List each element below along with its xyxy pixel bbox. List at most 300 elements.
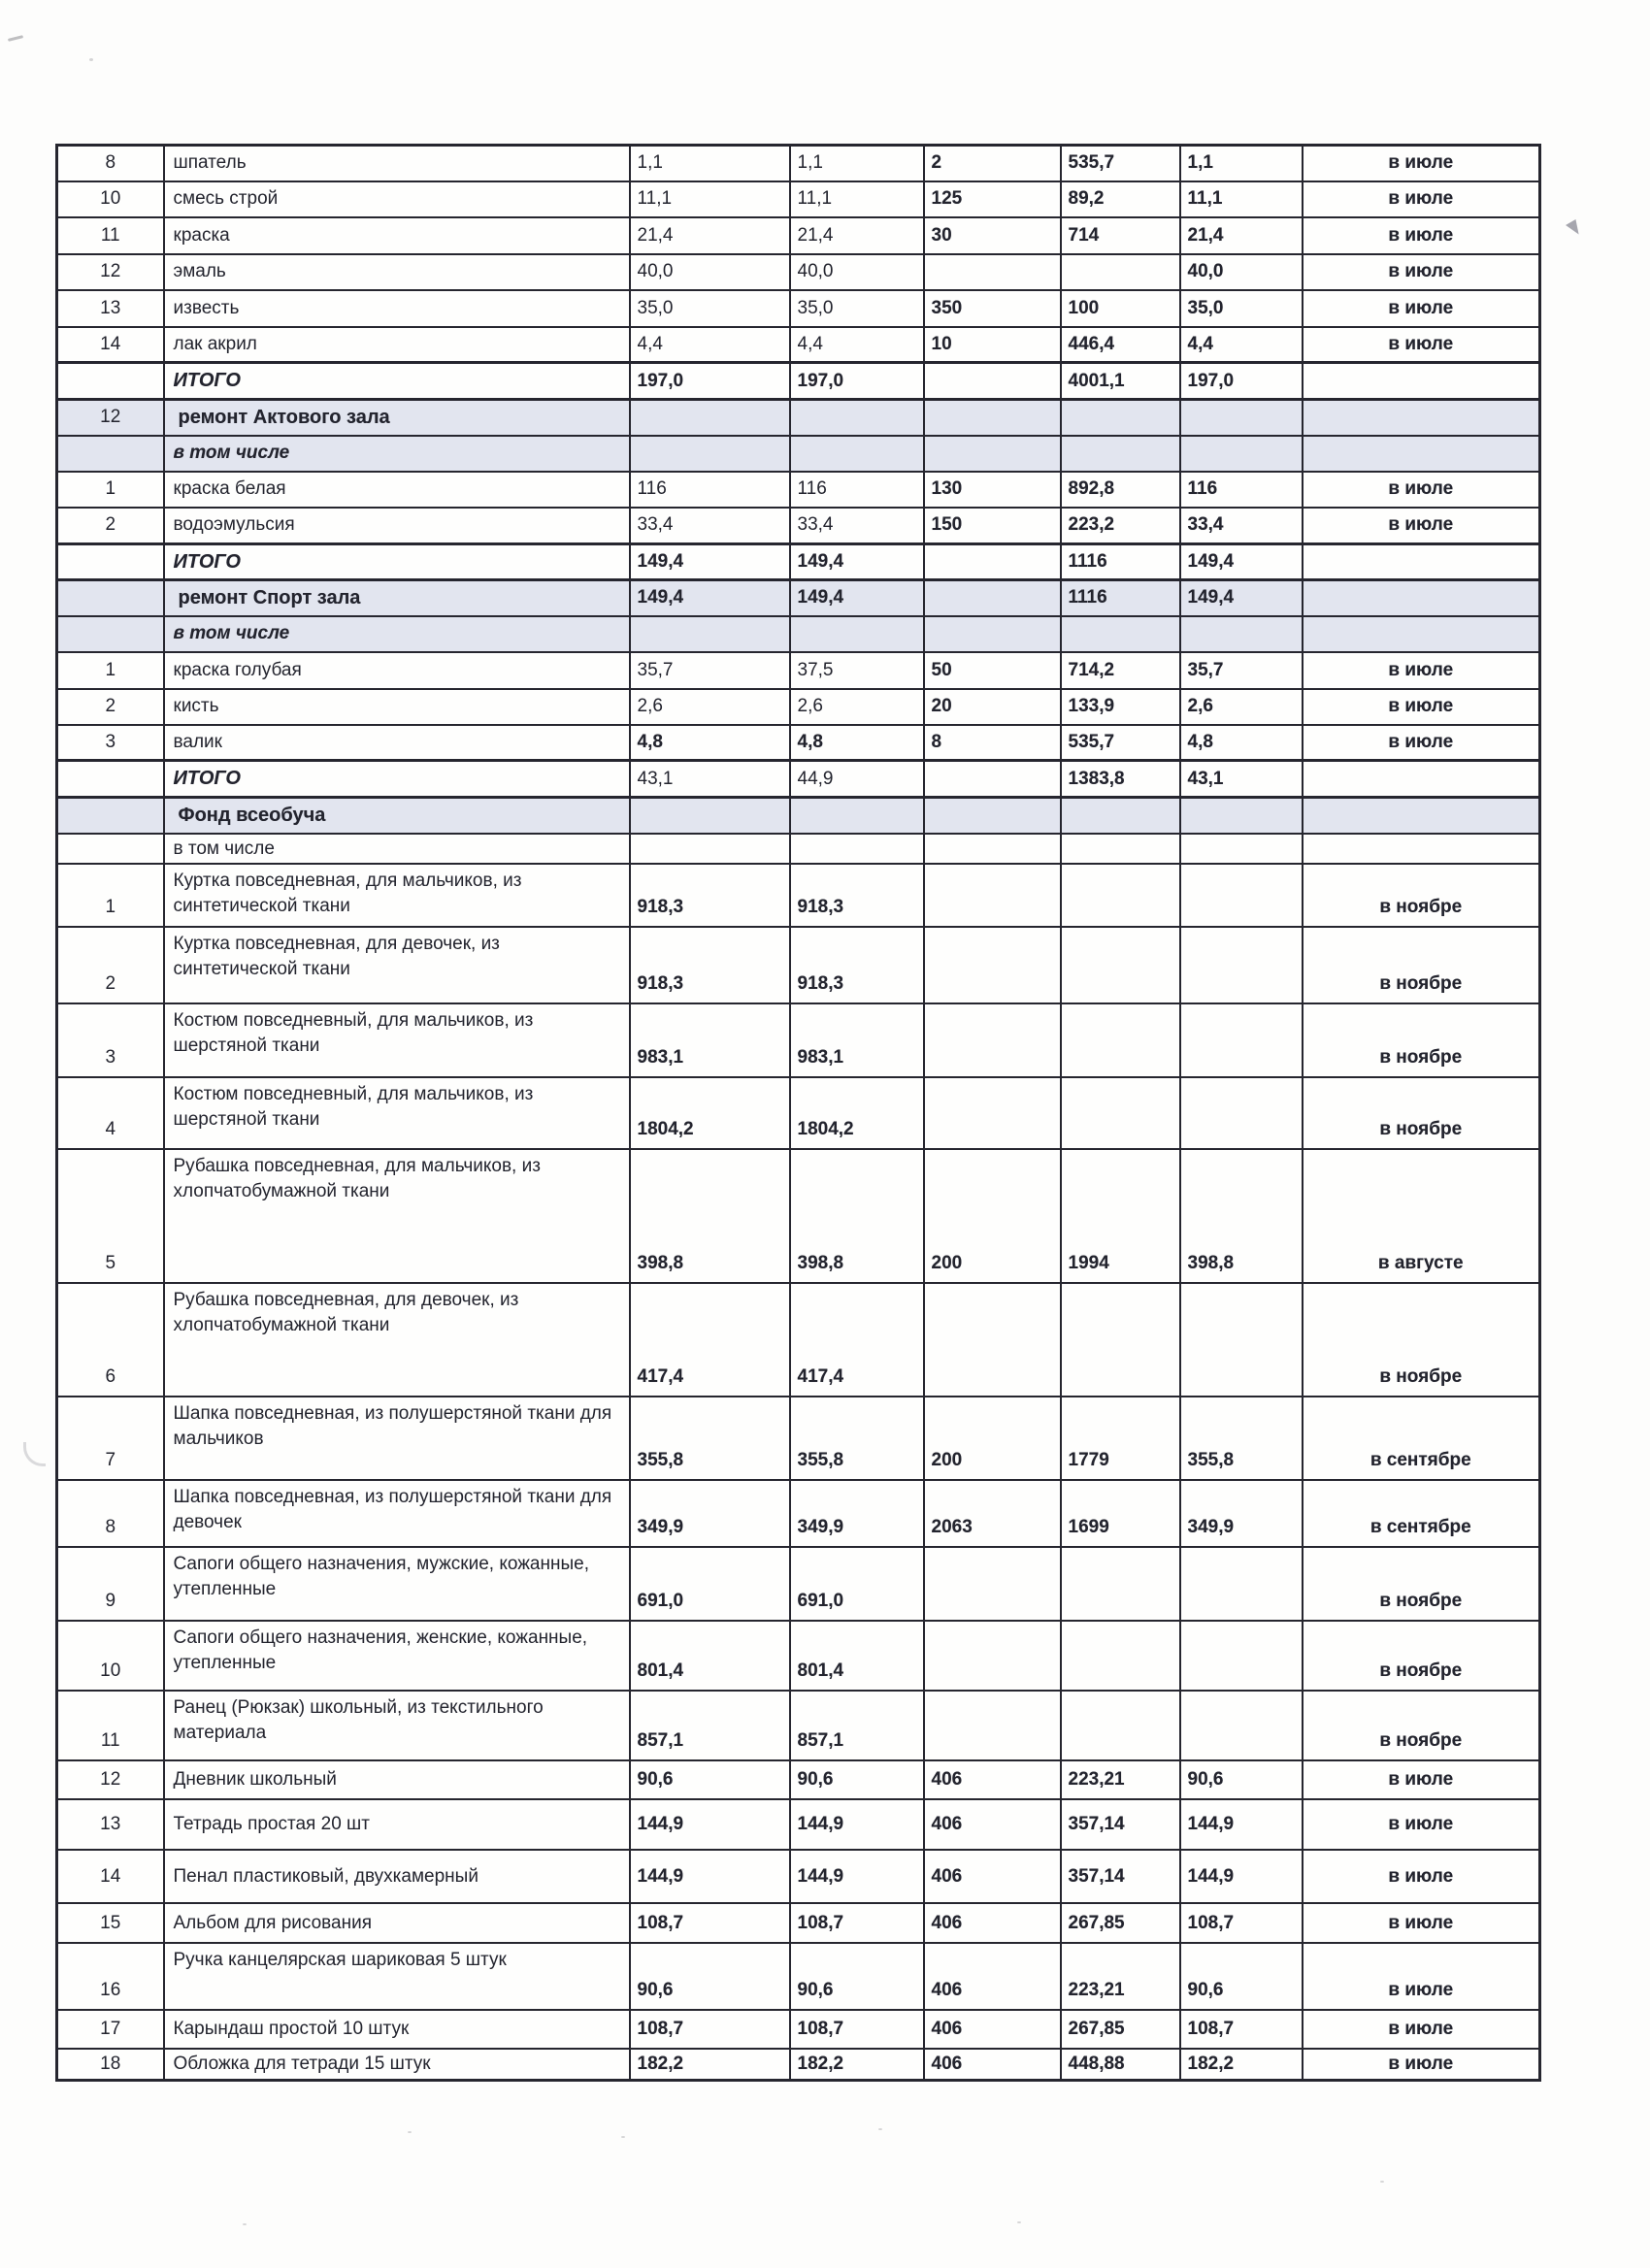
col6-value-cell: 223,21 — [1061, 1943, 1180, 2010]
col5-value-cell: 350 — [924, 290, 1061, 327]
table-row — [57, 1397, 1540, 1480]
table-row — [57, 1003, 1540, 1077]
item-name-cell: ИТОГО — [164, 363, 630, 400]
row-number-cell — [57, 580, 164, 616]
col4-value-cell: 144,9 — [790, 1850, 924, 1903]
col7-value-cell: 33,4 — [1180, 508, 1303, 544]
row-number-cell: 15 — [57, 1903, 164, 1943]
col5-value-cell: 150 — [924, 508, 1061, 544]
col4-value-cell: 11,1 — [790, 181, 924, 217]
col5-value-cell — [924, 761, 1061, 798]
col6-value-cell: 4001,1 — [1061, 363, 1180, 400]
col6-value-cell: 1994 — [1061, 1149, 1180, 1283]
col5-value-cell — [924, 1077, 1061, 1149]
month-cell: в июле — [1303, 181, 1540, 217]
col4-value-cell: 182,2 — [790, 2049, 924, 2080]
col5-value-cell — [924, 363, 1061, 400]
section-row — [57, 400, 1540, 436]
month-cell — [1303, 761, 1540, 798]
col5-value-cell: 2 — [924, 146, 1061, 181]
month-cell: в июле — [1303, 652, 1540, 689]
col4-value-cell: 857,1 — [790, 1691, 924, 1760]
sub2-row — [57, 834, 1540, 865]
col5-value-cell — [924, 798, 1061, 834]
row-number-cell: 5 — [57, 1149, 164, 1283]
col3-value-cell: 21,4 — [630, 217, 790, 254]
col7-value-cell: 349,9 — [1180, 1480, 1303, 1547]
month-cell: в июле — [1303, 254, 1540, 290]
col4-value-cell: 144,9 — [790, 1799, 924, 1850]
col6-value-cell: 892,8 — [1061, 472, 1180, 508]
table-row — [57, 181, 1540, 217]
row-number-cell: 7 — [57, 1397, 164, 1480]
row-number-cell — [57, 798, 164, 834]
col3-value-cell: 108,7 — [630, 1903, 790, 1943]
col4-value-cell: 2,6 — [790, 689, 924, 725]
col5-value-cell — [924, 616, 1061, 652]
col4-value-cell: 4,8 — [790, 725, 924, 761]
item-name-cell: шпатель — [164, 146, 630, 181]
col6-value-cell: 535,7 — [1061, 725, 1180, 761]
col7-value-cell — [1180, 616, 1303, 652]
table-row — [57, 927, 1540, 1003]
col5-value-cell — [924, 927, 1061, 1003]
col6-value-cell — [1061, 400, 1180, 436]
col7-value-cell: 1,1 — [1180, 146, 1303, 181]
item-name-cell: известь — [164, 290, 630, 327]
col7-value-cell: 90,6 — [1180, 1943, 1303, 2010]
table-row — [57, 1760, 1540, 1799]
col6-value-cell: 1699 — [1061, 1480, 1180, 1547]
scan-artifact-dot — [89, 58, 93, 61]
col7-value-cell: 108,7 — [1180, 1903, 1303, 1943]
scan-artifact-speck — [1380, 2181, 1384, 2183]
col5-value-cell — [924, 400, 1061, 436]
table-row — [57, 472, 1540, 508]
month-cell: в ноябре — [1303, 864, 1540, 927]
col7-value-cell: 398,8 — [1180, 1149, 1303, 1283]
row-number-cell: 14 — [57, 327, 164, 363]
col7-value-cell: 355,8 — [1180, 1397, 1303, 1480]
row-number-cell — [57, 436, 164, 472]
col5-value-cell: 406 — [924, 1943, 1061, 2010]
col3-value-cell: 983,1 — [630, 1003, 790, 1077]
table-row — [57, 2049, 1540, 2080]
col3-value-cell — [630, 834, 790, 865]
col5-value-cell — [924, 1003, 1061, 1077]
item-name-cell: Куртка повседневная, для мальчиков, из синтетической ткани — [164, 864, 630, 927]
month-cell: в ноябре — [1303, 1003, 1540, 1077]
month-cell: в июле — [1303, 1903, 1540, 1943]
col7-value-cell: 2,6 — [1180, 689, 1303, 725]
col7-value-cell: 144,9 — [1180, 1799, 1303, 1850]
item-name-cell: смесь строй — [164, 181, 630, 217]
row-number-cell: 8 — [57, 146, 164, 181]
col4-value-cell: 108,7 — [790, 2010, 924, 2049]
col3-value-cell: 144,9 — [630, 1850, 790, 1903]
col4-value-cell: 983,1 — [790, 1003, 924, 1077]
month-cell: в июле — [1303, 1760, 1540, 1799]
item-name-cell: Ранец (Рюкзак) школьный, из текстильного материала — [164, 1691, 630, 1760]
col6-value-cell — [1061, 1077, 1180, 1149]
item-name-cell: ремонт Спорт зала — [164, 580, 630, 616]
col4-value-cell — [790, 436, 924, 472]
col4-value-cell — [790, 798, 924, 834]
col7-value-cell — [1180, 1547, 1303, 1621]
table-row — [57, 1547, 1540, 1621]
col7-value-cell: 21,4 — [1180, 217, 1303, 254]
col3-value-cell: 801,4 — [630, 1621, 790, 1691]
item-name-cell: водоэмульсия — [164, 508, 630, 544]
month-cell: в июле — [1303, 217, 1540, 254]
scan-artifact-curve — [23, 1442, 46, 1466]
col6-value-cell: 714 — [1061, 217, 1180, 254]
col7-value-cell — [1180, 1077, 1303, 1149]
col7-value-cell: 144,9 — [1180, 1850, 1303, 1903]
table-row — [57, 290, 1540, 327]
col7-value-cell — [1180, 864, 1303, 927]
col7-value-cell: 11,1 — [1180, 181, 1303, 217]
item-name-cell: Альбом для рисования — [164, 1903, 630, 1943]
col5-value-cell: 125 — [924, 181, 1061, 217]
col7-value-cell — [1180, 1621, 1303, 1691]
col7-value-cell — [1180, 1691, 1303, 1760]
col6-value-cell: 1779 — [1061, 1397, 1180, 1480]
table-row — [57, 146, 1540, 181]
col6-value-cell: 100 — [1061, 290, 1180, 327]
total-row — [57, 544, 1540, 580]
col3-value-cell: 1,1 — [630, 146, 790, 181]
row-number-cell: 12 — [57, 1760, 164, 1799]
col5-value-cell — [924, 1547, 1061, 1621]
month-cell: в июле — [1303, 327, 1540, 363]
col3-value-cell: 40,0 — [630, 254, 790, 290]
row-number-cell: 12 — [57, 400, 164, 436]
item-name-cell: Шапка повседневная, из полушерстяной ткани для девочек — [164, 1480, 630, 1547]
row-number-cell — [57, 834, 164, 865]
col3-value-cell: 43,1 — [630, 761, 790, 798]
col3-value-cell: 90,6 — [630, 1760, 790, 1799]
item-name-cell: ремонт Актового зала — [164, 400, 630, 436]
item-name-cell: в том числе — [164, 436, 630, 472]
col5-value-cell: 2063 — [924, 1480, 1061, 1547]
col3-value-cell: 182,2 — [630, 2049, 790, 2080]
table-row — [57, 1480, 1540, 1547]
col6-value-cell — [1061, 254, 1180, 290]
col5-value-cell: 406 — [924, 2010, 1061, 2049]
row-number-cell: 16 — [57, 1943, 164, 2010]
col7-value-cell — [1180, 436, 1303, 472]
col4-value-cell — [790, 400, 924, 436]
row-number-cell: 13 — [57, 290, 164, 327]
col7-value-cell — [1180, 798, 1303, 834]
col4-value-cell: 33,4 — [790, 508, 924, 544]
col6-value-cell: 714,2 — [1061, 652, 1180, 689]
col5-value-cell: 130 — [924, 472, 1061, 508]
col3-value-cell — [630, 436, 790, 472]
col6-value-cell: 1116 — [1061, 580, 1180, 616]
item-name-cell: Фонд всеобуча — [164, 798, 630, 834]
item-name-cell: Пенал пластиковый, двухкамерный — [164, 1850, 630, 1903]
item-name-cell: в том числе — [164, 616, 630, 652]
row-number-cell: 11 — [57, 1691, 164, 1760]
col4-value-cell: 1,1 — [790, 146, 924, 181]
scan-artifact-cursor-arrow — [1566, 219, 1583, 238]
item-name-cell: эмаль — [164, 254, 630, 290]
month-cell: в июле — [1303, 2010, 1540, 2049]
col6-value-cell: 133,9 — [1061, 689, 1180, 725]
col5-value-cell: 406 — [924, 1760, 1061, 1799]
month-cell: в июле — [1303, 146, 1540, 181]
month-cell — [1303, 798, 1540, 834]
col4-value-cell: 801,4 — [790, 1621, 924, 1691]
col4-value-cell: 349,9 — [790, 1480, 924, 1547]
sub-row — [57, 616, 1540, 652]
col7-value-cell: 149,4 — [1180, 544, 1303, 580]
row-number-cell: 14 — [57, 1850, 164, 1903]
col4-value-cell: 918,3 — [790, 864, 924, 927]
item-name-cell: краска голубая — [164, 652, 630, 689]
col6-value-cell — [1061, 1691, 1180, 1760]
col4-value-cell: 149,4 — [790, 544, 924, 580]
month-cell: в июле — [1303, 1943, 1540, 2010]
item-name-cell: валик — [164, 725, 630, 761]
col3-value-cell: 11,1 — [630, 181, 790, 217]
col6-value-cell: 1383,8 — [1061, 761, 1180, 798]
month-cell: в августе — [1303, 1149, 1540, 1283]
col4-value-cell — [790, 834, 924, 865]
row-number-cell: 3 — [57, 1003, 164, 1077]
item-name-cell: Костюм повседневный, для мальчиков, из шерстяной ткани — [164, 1003, 630, 1077]
col3-value-cell: 355,8 — [630, 1397, 790, 1480]
scan-artifact-pencil-dash — [8, 35, 23, 42]
col7-value-cell: 182,2 — [1180, 2049, 1303, 2080]
row-number-cell: 1 — [57, 472, 164, 508]
col4-value-cell: 90,6 — [790, 1760, 924, 1799]
col3-value-cell: 35,7 — [630, 652, 790, 689]
col3-value-cell: 108,7 — [630, 2010, 790, 2049]
item-name-cell: Костюм повседневный, для мальчиков, из шерстяной ткани — [164, 1077, 630, 1149]
month-cell: в июле — [1303, 725, 1540, 761]
col4-value-cell — [790, 616, 924, 652]
col4-value-cell: 40,0 — [790, 254, 924, 290]
row-number-cell: 12 — [57, 254, 164, 290]
item-name-cell: Карындаш простой 10 штук — [164, 2010, 630, 2049]
item-name-cell: Сапоги общего назначения, мужские, кожанные, утепленные — [164, 1547, 630, 1621]
col6-value-cell — [1061, 616, 1180, 652]
col6-value-cell: 446,4 — [1061, 327, 1180, 363]
col5-value-cell: 406 — [924, 1799, 1061, 1850]
col3-value-cell: 2,6 — [630, 689, 790, 725]
table-row — [57, 1850, 1540, 1903]
row-number-cell — [57, 363, 164, 400]
table-row — [57, 327, 1540, 363]
month-cell — [1303, 834, 1540, 865]
col5-value-cell: 200 — [924, 1397, 1061, 1480]
item-name-cell: Сапоги общего назначения, женские, кожанные, утепленные — [164, 1621, 630, 1691]
section-row — [57, 798, 1540, 834]
month-cell — [1303, 363, 1540, 400]
table-row — [57, 1283, 1540, 1397]
col3-value-cell: 116 — [630, 472, 790, 508]
col3-value-cell — [630, 400, 790, 436]
table-row — [57, 652, 1540, 689]
col4-value-cell: 90,6 — [790, 1943, 924, 2010]
month-cell: в июле — [1303, 290, 1540, 327]
row-number-cell: 11 — [57, 217, 164, 254]
col5-value-cell — [924, 1283, 1061, 1397]
col4-value-cell: 116 — [790, 472, 924, 508]
item-name-cell: лак акрил — [164, 327, 630, 363]
col6-value-cell — [1061, 927, 1180, 1003]
col5-value-cell — [924, 580, 1061, 616]
col3-value-cell: 144,9 — [630, 1799, 790, 1850]
item-name-cell: Куртка повседневная, для девочек, из синтетической ткани — [164, 927, 630, 1003]
col4-value-cell: 691,0 — [790, 1547, 924, 1621]
item-name-cell: краска белая — [164, 472, 630, 508]
col6-value-cell — [1061, 1283, 1180, 1397]
col6-value-cell: 357,14 — [1061, 1799, 1180, 1850]
col5-value-cell: 10 — [924, 327, 1061, 363]
row-number-cell: 4 — [57, 1077, 164, 1149]
col4-value-cell: 1804,2 — [790, 1077, 924, 1149]
month-cell: в ноябре — [1303, 1621, 1540, 1691]
col4-value-cell: 37,5 — [790, 652, 924, 689]
section-row — [57, 580, 1540, 616]
total-row — [57, 761, 1540, 798]
item-name-cell: краска — [164, 217, 630, 254]
month-cell — [1303, 544, 1540, 580]
col7-value-cell: 35,0 — [1180, 290, 1303, 327]
month-cell: в июле — [1303, 508, 1540, 544]
col3-value-cell: 149,4 — [630, 544, 790, 580]
col7-value-cell: 197,0 — [1180, 363, 1303, 400]
table-row — [57, 689, 1540, 725]
col4-value-cell: 108,7 — [790, 1903, 924, 1943]
col7-value-cell: 116 — [1180, 472, 1303, 508]
item-name-cell: Ручка канцелярская шариковая 5 штук — [164, 1943, 630, 2010]
col3-value-cell: 417,4 — [630, 1283, 790, 1397]
col4-value-cell: 149,4 — [790, 580, 924, 616]
col6-value-cell — [1061, 864, 1180, 927]
month-cell: в июле — [1303, 2049, 1540, 2080]
col3-value-cell: 1804,2 — [630, 1077, 790, 1149]
col5-value-cell — [924, 1621, 1061, 1691]
scan-artifact-speck — [1017, 2221, 1021, 2223]
col4-value-cell: 44,9 — [790, 761, 924, 798]
col3-value-cell: 398,8 — [630, 1149, 790, 1283]
row-number-cell: 10 — [57, 181, 164, 217]
col3-value-cell: 90,6 — [630, 1943, 790, 2010]
col5-value-cell: 406 — [924, 2049, 1061, 2080]
col4-value-cell: 197,0 — [790, 363, 924, 400]
table-row — [57, 2010, 1540, 2049]
col7-value-cell: 4,8 — [1180, 725, 1303, 761]
month-cell: в ноябре — [1303, 1691, 1540, 1760]
col7-value-cell: 108,7 — [1180, 2010, 1303, 2049]
col6-value-cell: 267,85 — [1061, 2010, 1180, 2049]
col6-value-cell — [1061, 1547, 1180, 1621]
col3-value-cell: 691,0 — [630, 1547, 790, 1621]
row-number-cell: 17 — [57, 2010, 164, 2049]
col6-value-cell: 89,2 — [1061, 181, 1180, 217]
scan-artifact-speck — [243, 2223, 247, 2225]
item-name-cell: в том числе — [164, 834, 630, 865]
month-cell — [1303, 580, 1540, 616]
row-number-cell: 2 — [57, 927, 164, 1003]
month-cell: в июле — [1303, 1799, 1540, 1850]
col4-value-cell: 4,4 — [790, 327, 924, 363]
row-number-cell: 1 — [57, 652, 164, 689]
scan-artifact-speck — [878, 2128, 882, 2130]
month-cell: в сентябре — [1303, 1397, 1540, 1480]
table-row — [57, 725, 1540, 761]
col7-value-cell — [1180, 1283, 1303, 1397]
sub-row — [57, 436, 1540, 472]
month-cell: в июле — [1303, 1850, 1540, 1903]
col5-value-cell: 50 — [924, 652, 1061, 689]
col6-value-cell: 223,21 — [1061, 1760, 1180, 1799]
table-row — [57, 1077, 1540, 1149]
col3-value-cell: 149,4 — [630, 580, 790, 616]
row-number-cell: 18 — [57, 2049, 164, 2080]
col5-value-cell — [924, 254, 1061, 290]
month-cell: в июле — [1303, 689, 1540, 725]
col3-value-cell: 4,8 — [630, 725, 790, 761]
item-name-cell: Обложка для тетради 15 штук — [164, 2049, 630, 2080]
scan-artifact-speck — [621, 2136, 625, 2138]
table-row — [57, 508, 1540, 544]
col3-value-cell: 35,0 — [630, 290, 790, 327]
item-name-cell: Тетрадь простая 20 шт — [164, 1799, 630, 1850]
col7-value-cell: 43,1 — [1180, 761, 1303, 798]
row-number-cell: 6 — [57, 1283, 164, 1397]
row-number-cell: 2 — [57, 689, 164, 725]
col6-value-cell — [1061, 798, 1180, 834]
item-name-cell: ИТОГО — [164, 544, 630, 580]
col6-value-cell: 357,14 — [1061, 1850, 1180, 1903]
col5-value-cell: 406 — [924, 1903, 1061, 1943]
row-number-cell: 2 — [57, 508, 164, 544]
col6-value-cell: 1116 — [1061, 544, 1180, 580]
col4-value-cell: 417,4 — [790, 1283, 924, 1397]
col7-value-cell — [1180, 834, 1303, 865]
month-cell: в сентябре — [1303, 1480, 1540, 1547]
col3-value-cell: 918,3 — [630, 864, 790, 927]
col6-value-cell — [1061, 834, 1180, 865]
row-number-cell: 8 — [57, 1480, 164, 1547]
col5-value-cell — [924, 1691, 1061, 1760]
table-row — [57, 254, 1540, 290]
col3-value-cell: 349,9 — [630, 1480, 790, 1547]
row-number-cell — [57, 544, 164, 580]
col3-value-cell: 197,0 — [630, 363, 790, 400]
table-row — [57, 864, 1540, 927]
row-number-cell — [57, 761, 164, 798]
col5-value-cell: 8 — [924, 725, 1061, 761]
month-cell: в ноябре — [1303, 1077, 1540, 1149]
col5-value-cell: 406 — [924, 1850, 1061, 1903]
item-name-cell: Дневник школьный — [164, 1760, 630, 1799]
month-cell: в июле — [1303, 472, 1540, 508]
table-row — [57, 1943, 1540, 2010]
table-row — [57, 1691, 1540, 1760]
col5-value-cell — [924, 436, 1061, 472]
col3-value-cell — [630, 616, 790, 652]
col7-value-cell — [1180, 400, 1303, 436]
item-name-cell: кисть — [164, 689, 630, 725]
col7-value-cell: 90,6 — [1180, 1760, 1303, 1799]
